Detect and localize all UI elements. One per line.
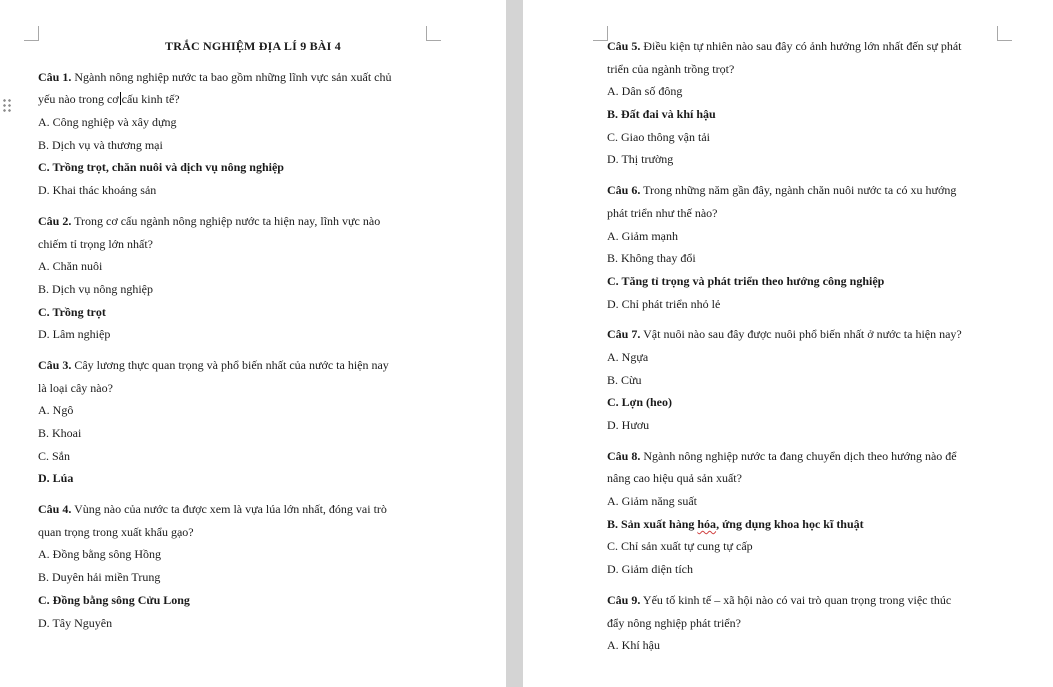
crop-mark-top-left [593, 26, 608, 41]
q1-option-d[interactable]: D. Khai thác khoáng sản [38, 183, 157, 198]
q6-option-d[interactable]: D. Chỉ phát triển nhỏ lẻ [607, 296, 721, 311]
q6-stem-line-2[interactable]: phát triển như thế nào? [607, 205, 718, 220]
q7-stem-line-1[interactable]: Câu 7. Vật nuôi nào sau đây được nuôi phổ biến nhất ở nước ta hiện nay? [607, 327, 962, 342]
q3-option-c[interactable]: C. Sắn [38, 448, 71, 463]
question-4 [38, 498, 468, 634]
q2-stem-line-2[interactable]: chiếm tỉ trọng lớn nhất? [38, 236, 153, 251]
q7-option-a[interactable]: A. Ngựa [607, 349, 649, 364]
drag-handle-icon[interactable] [2, 98, 12, 114]
q1-option-a[interactable]: A. Công nghiệp và xây dựng [38, 115, 177, 130]
q5-stem-line-2[interactable]: triển của ngành trồng trọt? [607, 61, 735, 76]
q5-option-a[interactable]: A. Dân số đông [607, 84, 683, 99]
q4-stem-line-1[interactable]: Câu 4. Vùng nào của nước ta được xem là vựa lúa lớn nhất, đóng vai trò [38, 502, 387, 517]
q8-option-c[interactable]: C. Chỉ sản xuất tự cung tự cấp [607, 539, 753, 554]
document-page-right[interactable] [523, 0, 1053, 687]
q8-option-a[interactable]: A. Giảm năng suất [607, 494, 697, 509]
q9-stem-line-2[interactable]: đẩy nông nghiệp phát triển? [607, 615, 741, 630]
q7-option-d[interactable]: D. Hươu [607, 418, 650, 432]
q8-stem-line-2[interactable]: nâng cao hiệu quả sản xuất? [607, 471, 742, 486]
q2-option-b[interactable]: B. Dịch vụ nông nghiệp [38, 281, 153, 296]
crop-mark-top-left [24, 26, 39, 41]
question-2 [38, 210, 468, 346]
left-column [38, 35, 468, 634]
q1-option-c[interactable]: C. Trồng trọt, chăn nuôi và dịch vụ nông nghiệp [38, 160, 284, 175]
q2-option-d[interactable]: D. Lâm nghiệp [38, 327, 111, 342]
q4-option-b[interactable]: B. Duyên hải miền Trung [38, 570, 161, 585]
q6-stem-line-1[interactable]: Câu 6. Trong những năm gần đây, ngành chăn nuôi nước ta có xu hướng [607, 183, 957, 198]
question-9 [607, 589, 1037, 657]
q6-option-c[interactable]: C. Tăng tỉ trọng và phát triển theo hướng công nghiệp [607, 273, 885, 288]
document-page-left[interactable] [0, 0, 506, 687]
q8-option-b[interactable]: B. Sản xuất hàng hóa, ứng dụng khoa học kĩ thuật [607, 516, 864, 531]
question-6 [607, 179, 1037, 315]
page-title: TRẮC NGHIỆM ĐỊA LÍ 9 BÀI 4 [165, 39, 341, 53]
q8-stem-line-1[interactable]: Câu 8. Ngành nông nghiệp nước ta đang chuyển dịch theo hướng nào để [607, 448, 957, 463]
q2-option-c[interactable]: C. Trồng trọt [38, 304, 106, 319]
q3-option-a[interactable]: A. Ngô [38, 403, 74, 418]
question-1 [38, 66, 468, 202]
q4-option-a[interactable]: A. Đồng bằng sông Hồng [38, 547, 161, 562]
q6-option-a[interactable]: A. Giảm mạnh [607, 228, 678, 243]
text-cursor [120, 92, 121, 105]
q3-stem-line-1[interactable]: Câu 3. Cây lương thực quan trọng và phổ biến nhất của nước ta hiện nay [38, 357, 389, 372]
q5-option-b[interactable]: B. Đất đai và khí hậu [607, 107, 716, 122]
q2-option-a[interactable]: A. Chăn nuôi [38, 259, 103, 274]
q7-option-c[interactable]: C. Lợn (heo) [607, 395, 672, 410]
q4-stem-line-2[interactable]: quan trọng trong xuất khẩu gạo? [38, 524, 194, 539]
spellcheck-mark[interactable]: hóa [697, 516, 717, 531]
q2-stem-line-1[interactable]: Câu 2. Trong cơ cấu ngành nông nghiệp nước ta hiện nay, lĩnh vực nào [38, 213, 381, 228]
q5-option-c[interactable]: C. Giao thông vận tải [607, 129, 710, 144]
q3-option-b[interactable]: B. Khoai [38, 426, 82, 440]
q3-option-d[interactable]: D. Lúa [38, 471, 74, 486]
q9-option-a[interactable]: A. Khí hậu [607, 638, 660, 653]
q5-stem-line-1[interactable]: Câu 5. Điều kiện tự nhiên nào sau đây có ảnh hưởng lớn nhất đến sự phát [607, 39, 962, 53]
q1-stem-line-1[interactable]: Câu 1. Ngành nông nghiệp nước ta bao gồm những lĩnh vực sản xuất chủ [38, 69, 392, 84]
q1-stem-line-2[interactable]: yếu nào trong cơ cấu kinh tế? [38, 92, 180, 107]
q9-stem-line-1[interactable]: Câu 9. Yếu tố kinh tế – xã hội nào có vai trò quan trọng trong việc thúc [607, 592, 952, 607]
q6-option-b[interactable]: B. Không thay đổi [607, 251, 696, 266]
question-8 [607, 445, 1037, 581]
question-5 [607, 35, 1037, 171]
q5-option-d[interactable]: D. Thị trường [607, 152, 674, 167]
question-3 [38, 354, 468, 490]
q1-option-b[interactable]: B. Dịch vụ và thương mại [38, 137, 163, 152]
question-7 [607, 323, 1037, 436]
q3-stem-line-2[interactable]: là loại cây nào? [38, 380, 113, 395]
q4-option-d[interactable]: D. Tây Nguyên [38, 615, 113, 630]
page-gap [506, 0, 523, 687]
right-column [607, 35, 1037, 657]
q8-option-d[interactable]: D. Giảm diện tích [607, 562, 693, 577]
q4-option-c[interactable]: C. Đồng bằng sông Cửu Long [38, 592, 190, 607]
q7-option-b[interactable]: B. Cừu [607, 372, 642, 387]
